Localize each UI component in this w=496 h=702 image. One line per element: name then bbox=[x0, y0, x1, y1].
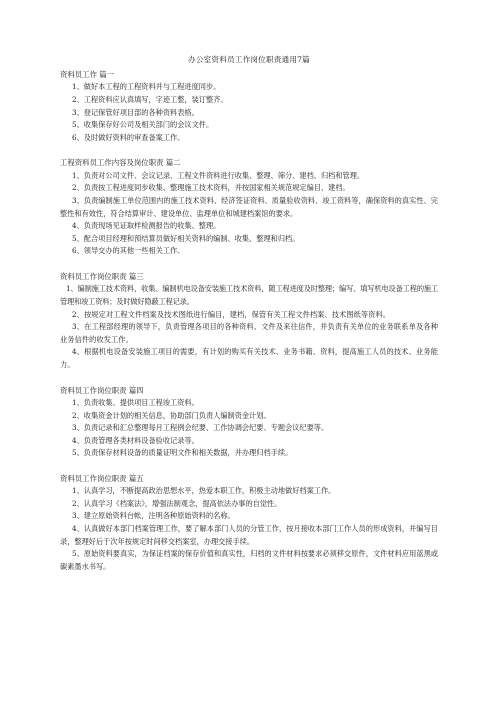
list-item: 2、工程资料应认真填写，字迹工整，装订整齐。 bbox=[72, 95, 228, 104]
section-heading: 工程资料员工作内容及岗位职责 篇二 bbox=[60, 158, 181, 168]
list-item: 2、认真学习《档案法》，增强法制观念，提高依法办事的自觉性。 bbox=[72, 498, 282, 508]
section-1 bbox=[60, 69, 438, 144]
section-4 bbox=[60, 385, 438, 460]
list-item: 1、负责对公司文件、会议记录、工程文件资料进行收集、整理、筛分、建档、归档和管理。 bbox=[72, 170, 365, 180]
list-item: 3、负责记录和汇总整理每月工程例会纪要、工作协调会纪要、专题会议纪要等。 bbox=[72, 423, 329, 433]
list-item: 1、负责收集、提供项目工程竣工资料。 bbox=[72, 397, 199, 407]
section-2 bbox=[60, 157, 438, 258]
list-item: 4、负责现场见证取样检测报告的收集、整理。 bbox=[72, 221, 221, 231]
list-item: 2、负责按工程进度同步收集、整理施工技术资料，并按国家相关规范规定编目、建档。 bbox=[72, 183, 350, 193]
list-item: 5、配合项目经理和预结算员做好相关资料的编制、收集、整理和归档。 bbox=[72, 233, 300, 243]
section-heading: 资料员工作岗位职责 篇四 bbox=[60, 385, 144, 395]
list-item: 1、做好本工程的工程资料并与工程进度同步。 bbox=[72, 82, 221, 92]
document-title: 办公室资料员工作岗位职责通用7篇 bbox=[188, 55, 310, 64]
section-heading: 资料员工作岗位职责 篇三 bbox=[60, 271, 144, 281]
list-item: 6、及时做好资料的审查备案工作。 bbox=[72, 132, 185, 142]
list-item: 4、负责管理各类材料设备验收记录等。 bbox=[72, 435, 199, 445]
section-heading: 资料员工作岗位职责 篇五 bbox=[60, 473, 144, 483]
list-item: 5、收集保存好公司及相关部门的会议文件。 bbox=[72, 120, 214, 130]
list-item: 3、建立原始资料台帐，注明各种原始资料的名称。 bbox=[72, 511, 235, 521]
list-item: 3、登记保管好项目部的各种资料表格。 bbox=[72, 107, 199, 117]
section-5 bbox=[60, 473, 438, 574]
list-item: 2、按规定对工程文件档案及技术图纸进行编目，建档，保管有关工程文件档案、技术图纸等资料。 bbox=[72, 309, 391, 319]
list-item: 3、负责编制施工单位范围内的施工技术资料、经济签证资料、质量验收资料、竣工资料等，确保资料的真实性、完整性和有效性，符合结算审计、建设单位、监理单位和城建档案馆的要求。 bbox=[60, 195, 438, 218]
list-item: 1、编制施工技术资料，收集、编制机电设备安装施工技术资料，随工程进度及时整理；编写、填写机电设备工程的施工管理和竣工资料；及时做好隐蔽工程记录。 bbox=[60, 284, 438, 306]
document-page bbox=[60, 54, 438, 586]
list-item: 5、负责保存材料设备的质量证明文件和相关数据，并办理归档手续。 bbox=[72, 448, 293, 458]
section-heading: 资料员工作 篇一 bbox=[60, 70, 115, 79]
section-3 bbox=[60, 271, 438, 372]
list-item: 3、在工程部经理的领导下，负责管理各项目的各种资料、文件及来往信件，并负责有关单位的业务联系单及各种业务信件的收发工作。 bbox=[60, 322, 438, 344]
list-item: 1、认真学习，不断提高政治思想水平，热爱本职工作，积极主动地做好档案工作。 bbox=[72, 486, 336, 496]
list-item: 5、原始资料要真实，为保证档案的保存价值和真实性，归档的文件材料按要求必须移交原件，文件材料应用蓝黑或碳素墨水书写。 bbox=[60, 549, 438, 571]
list-item: 6、领导交办的其他一些相关工作。 bbox=[72, 246, 185, 256]
list-item: 4、认真做好本部门档案管理工作，要了解本部门人员的分管工作，按月接收本部门工作人员的形成资料，并编写目录，整理好后于次年按规定时间移交档案室，办理交接手续。 bbox=[60, 524, 438, 546]
list-item: 4、根据机电设备安装施工项目的需要，有计划的购买有关技术、业务书籍、资料，提高施工人员的技术、业务能力。 bbox=[60, 347, 438, 369]
list-item: 2、收集资金计划的相关信息，协助部门负责人编制资金计划。 bbox=[72, 410, 271, 420]
